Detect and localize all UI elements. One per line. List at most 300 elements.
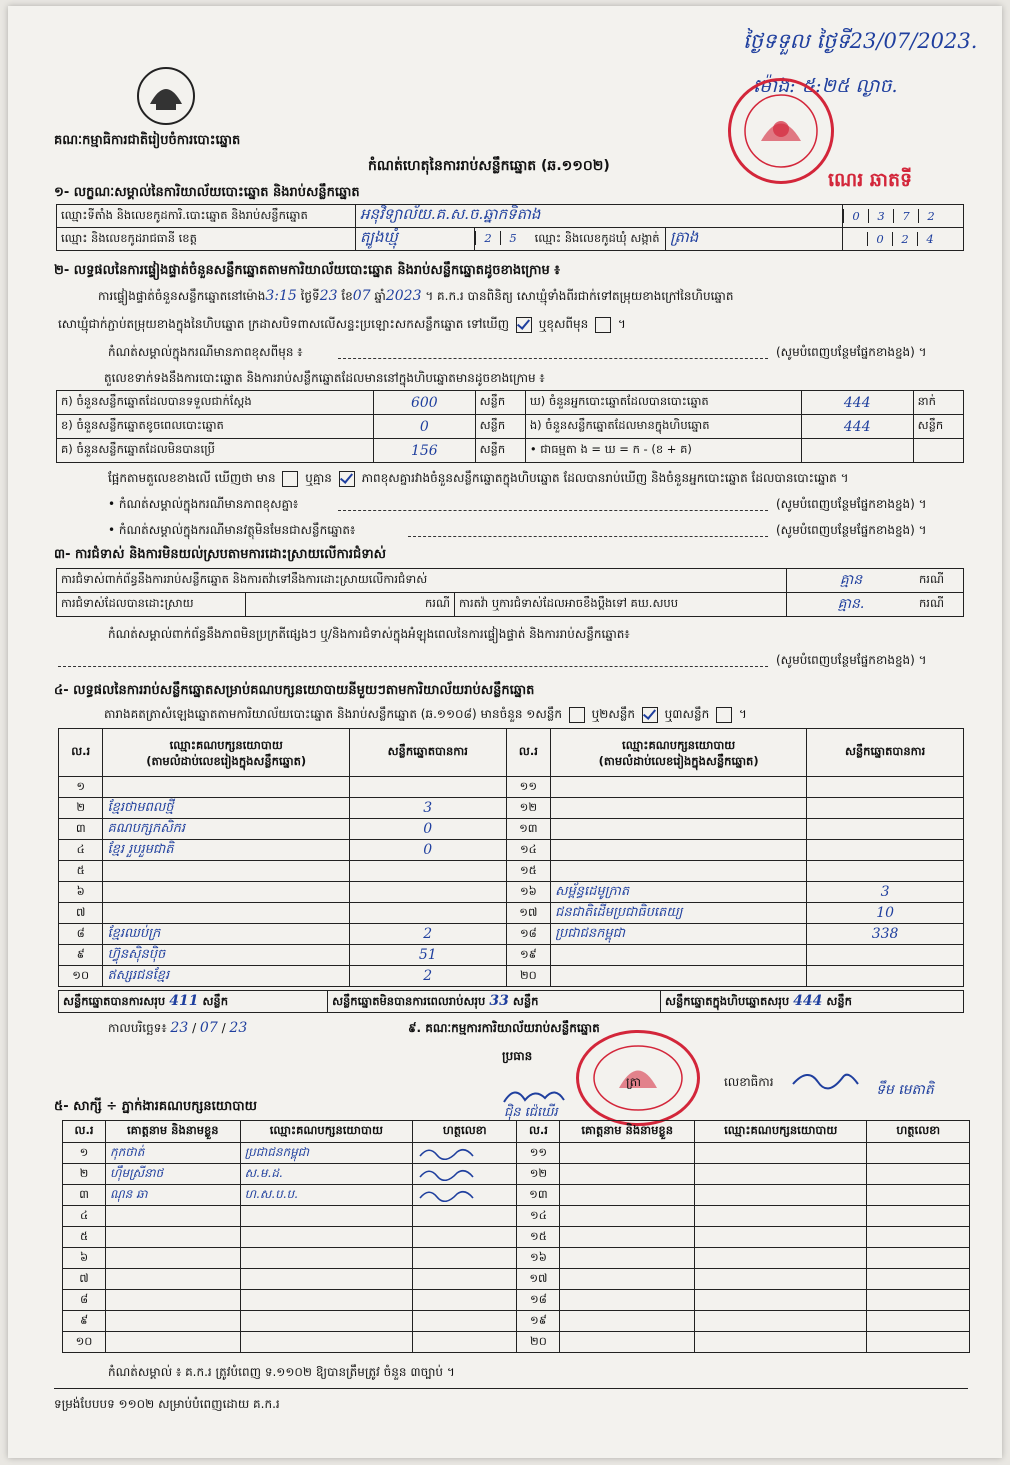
text: ឬគ្មាន	[305, 471, 332, 485]
stamp-name-label: ណេរ ឆាតទី	[828, 169, 913, 191]
witness-name	[106, 1290, 241, 1311]
col-party-title: ឈ្មោះគណបក្សនយោបាយ	[622, 737, 736, 752]
one-sheet-checkbox[interactable]	[569, 707, 585, 723]
code-digit: 0	[867, 232, 892, 246]
party-name	[551, 777, 807, 798]
province-label: ឈ្មោះ និងលេខកូដរាជធានី ខេត្ត	[57, 228, 356, 251]
party-votes: 3	[807, 882, 964, 903]
witness-party: ប្រជាជនកម្ពុជា	[240, 1143, 412, 1164]
party-votes	[807, 966, 964, 987]
col-party	[551, 729, 807, 777]
party-name: ជនជាតិដើមប្រជាធិបតេយ្យ	[551, 903, 807, 924]
total-box-label: សន្លឹកឆ្នោតក្នុងហិបឆ្នោតសរុប	[665, 993, 790, 1008]
figures-intro: តួលេខទាក់ទងនឹងការបោះឆ្នោត និងការរាប់សន្លឹកឆ្នោតដែលមាននៅក្នុងហិបឆ្នោតមានដូចខាងក្រោម ៖	[104, 371, 545, 385]
total-valid-value: 411	[169, 992, 199, 1009]
row-no: ១៥	[506, 861, 550, 882]
party-name	[551, 798, 807, 819]
different-checkbox[interactable]	[595, 317, 611, 333]
row-no: ១៨	[517, 1290, 560, 1311]
party-name: ឥស្សរជនខ្មែរ	[103, 966, 349, 987]
code-digit: 2	[475, 231, 500, 245]
party-votes	[807, 798, 964, 819]
figure-label: ខ) ចំនួនសន្លឹកឆ្នោតខូចពេលបោះឆ្នោត	[57, 415, 374, 439]
figure-unit: សន្លឹក	[913, 415, 963, 439]
table-row	[59, 861, 964, 882]
row-no: ១៣	[517, 1185, 560, 1206]
witness-party	[695, 1248, 867, 1269]
witness-signature	[413, 1269, 517, 1290]
nec-logo	[134, 64, 198, 128]
no-diff-checkbox[interactable]	[339, 471, 355, 487]
text: សោឃ្មុំជាក់ភ្ជាប់តម្រុយខាងក្នុងនៃហិបឆ្នោត ក្រដាសបិទពាសលើសន្ទះប្រឡោះសកសន្លឹកឆ្នោត ទៅឃើញ	[58, 317, 510, 331]
appeal-unit: ករណី	[915, 593, 964, 617]
witness-name	[560, 1290, 695, 1311]
witness-signature	[413, 1227, 517, 1248]
col-no: ល.រ	[63, 1121, 106, 1143]
party-votes	[807, 945, 964, 966]
bullet-diff: • កំណត់សម្គាល់ក្នុងករណីមានភាពខុសគ្នា៖	[108, 497, 299, 511]
table-row	[59, 945, 964, 966]
objection-table	[56, 568, 964, 617]
witness-signature	[867, 1143, 970, 1164]
province-value: ត្បូងឃ្មុំ	[356, 228, 475, 251]
row-no: ៧	[59, 903, 103, 924]
figure-row	[57, 391, 964, 415]
row-no: ៨	[63, 1290, 106, 1311]
col-no: ល.រ	[517, 1121, 560, 1143]
witness-name	[560, 1269, 695, 1290]
code-digit: 7	[893, 209, 918, 223]
witness-party	[695, 1143, 867, 1164]
verify-day: 23	[319, 288, 338, 304]
witness-name: កុកថាត់	[106, 1143, 241, 1164]
party-votes: 2	[349, 966, 506, 987]
row-no: ១៨	[506, 924, 550, 945]
total-invalid-value: 33	[489, 992, 509, 1009]
witness-party: ស.ម.ដ.	[240, 1164, 412, 1185]
committee-sign-label: ៩. គណៈកម្មការការិយាល័យរាប់សន្លឹកឆ្នោត	[408, 1021, 600, 1035]
party-name	[551, 861, 807, 882]
figure-value: 444	[801, 391, 913, 415]
row-no: ១២	[517, 1164, 560, 1185]
table-row	[63, 1269, 970, 1290]
total-invalid-label: សន្លឹកឆ្នោតមិនបានការពេលរាប់សរុប	[332, 993, 486, 1008]
party-name: ខ្មែរ រួបរួមជាតិ	[103, 840, 349, 861]
code-digit: 5	[500, 231, 525, 245]
row-no: ១៧	[517, 1269, 560, 1290]
location-value: អនុវិទ្យាល័យ.គ.ស.ច.ឆ្នាកទិតាង	[356, 205, 843, 228]
figure-unit: សន្លឹក	[475, 391, 525, 415]
witness-name	[560, 1164, 695, 1185]
witness-party: ហ.ស.ប.ប.	[240, 1185, 412, 1206]
witness-signature	[413, 1332, 517, 1353]
col-signature: ហត្ថលេខា	[867, 1121, 970, 1143]
witness-party	[240, 1227, 412, 1248]
row-no: ១៥	[517, 1227, 560, 1248]
secretary-name: ទឹម មេតាតិ	[876, 1082, 934, 1098]
party-name	[551, 819, 807, 840]
table-row	[63, 1206, 970, 1227]
row-no: ១២	[506, 798, 550, 819]
figure-unit: នាក់	[913, 391, 963, 415]
discrepancy-paragraph	[108, 470, 849, 488]
row-no: ៧	[63, 1269, 106, 1290]
same-checkbox[interactable]	[516, 317, 532, 333]
figures-table	[56, 390, 964, 463]
text: ឬខុសពីមុន	[538, 317, 589, 331]
total-valid	[59, 991, 328, 1013]
irregularity-tail: (សូមបំពេញបន្ថែមផ្នែកខាងខ្នង) ។	[776, 653, 927, 667]
party-votes	[807, 819, 964, 840]
row-no: ២	[59, 798, 103, 819]
row-no: ១១	[506, 777, 550, 798]
figure-label: ង) ចំនួនសន្លឹកឆ្នោតដែលមានក្នុងហិបឆ្នោត	[525, 415, 801, 439]
witness-table	[62, 1120, 970, 1353]
row-no: ១៣	[506, 819, 550, 840]
witness-signature	[867, 1311, 970, 1332]
unit: សន្លឹក	[826, 993, 852, 1008]
witness-signature	[867, 1164, 970, 1185]
col-party: ឈ្មោះគណបក្សនយោបាយ	[240, 1121, 412, 1143]
location-code	[843, 205, 964, 228]
table-row	[63, 1164, 970, 1185]
witness-party	[695, 1185, 867, 1206]
col-name: គោត្តនាម និងនាមខ្លួន	[106, 1121, 241, 1143]
figure-value: 600	[374, 391, 476, 415]
witness-name	[560, 1311, 695, 1332]
figure-unit: សន្លឹក	[475, 415, 525, 439]
table-row	[59, 966, 964, 987]
text: ថ្ងៃទី	[300, 289, 320, 303]
party-votes	[807, 840, 964, 861]
appeal-value: គ្មាន.	[787, 593, 916, 617]
resolved-label: ការជំទាស់ដែលបានដោះស្រាយ	[57, 593, 246, 617]
document-page	[8, 6, 1002, 1458]
witness-name	[106, 1227, 241, 1248]
witness-name	[560, 1332, 695, 1353]
date-label: កាលបរិច្ឆេទ៖	[108, 1021, 167, 1035]
bullet-diff-tail: (សូមបំពេញបន្ថែមផ្នែកខាងខ្នង) ។	[776, 497, 927, 511]
document-title: កំណត់ហេតុនៃការរាប់សន្លឹកឆ្នោត (ឆ.១១០២)	[368, 158, 610, 174]
witness-name	[106, 1248, 241, 1269]
col-party: ឈ្មោះគណបក្សនយោបាយ	[695, 1121, 867, 1143]
row-no: ១៩	[506, 945, 550, 966]
witness-name: ណុន ឆា	[106, 1185, 241, 1206]
secretary-label: លេខាធិការ	[724, 1075, 774, 1089]
text: ផ្អែកតាមតួលេខខាងលើ ឃើញថា មាន	[108, 471, 276, 485]
table-row	[59, 777, 964, 798]
party-name	[103, 903, 349, 924]
total-box-value: 444	[793, 992, 823, 1009]
row-no: ៣	[63, 1185, 106, 1206]
table-row	[63, 1248, 970, 1269]
row-no: ៨	[59, 924, 103, 945]
table-row	[59, 819, 964, 840]
row-no: ៦	[59, 882, 103, 903]
figure-unit	[913, 439, 963, 463]
col-signature: ហត្ថលេខា	[413, 1121, 517, 1143]
diff-note-label: កំណត់សម្គាល់ក្នុងករណីមានភាពខុសពីមុន ៖	[108, 345, 303, 359]
two-sheet-checkbox[interactable]	[642, 707, 658, 723]
party-name: ប្រជាជនកម្ពុជា	[551, 924, 807, 945]
table-row	[59, 882, 964, 903]
signature-scribble	[417, 1186, 477, 1202]
party-votes: 0	[349, 819, 506, 840]
party-votes	[349, 777, 506, 798]
commune-code	[843, 228, 964, 251]
commune-label: ឈ្មោះ និងលេខកូដឃុំ សង្កាត់	[534, 230, 660, 245]
witness-name	[106, 1269, 241, 1290]
party-votes	[807, 861, 964, 882]
witness-name	[106, 1311, 241, 1332]
table-row	[63, 1332, 970, 1353]
col-name: គោត្តនាម និងនាមខ្លួន	[560, 1121, 695, 1143]
verify-time: 3:15	[265, 288, 297, 304]
witness-name	[106, 1206, 241, 1227]
table-row	[63, 1143, 970, 1164]
party-votes	[807, 777, 964, 798]
row-no: ១	[59, 777, 103, 798]
party-name	[551, 840, 807, 861]
party-votes: 10	[807, 903, 964, 924]
unit: សន្លឹក	[512, 993, 539, 1008]
table-row	[59, 840, 964, 861]
witness-party	[240, 1269, 412, 1290]
unit: សន្លឹក	[202, 993, 229, 1008]
row-no: ២០	[506, 966, 550, 987]
objection-value: គ្មាន	[787, 569, 916, 593]
row-no: ៦	[63, 1248, 106, 1269]
col-party-title: ឈ្មោះគណបក្សនយោបាយ	[169, 737, 283, 752]
row-no: ២០	[517, 1332, 560, 1353]
witness-signature	[867, 1206, 970, 1227]
witness-signature	[413, 1206, 517, 1227]
verify-month: 07	[352, 288, 371, 304]
col-party-sub: (តាមលំដាប់លេខរៀងក្នុងសន្លឹកឆ្នោត)	[598, 753, 759, 768]
section1-heading: ១- លក្ខណៈសម្គាល់នៃការិយាល័យបោះឆ្នោត និងរាប់សន្លឹកឆ្នោត	[54, 185, 360, 200]
witness-name	[560, 1248, 695, 1269]
witness-signature	[413, 1248, 517, 1269]
party-votes: 51	[349, 945, 506, 966]
party-votes: 3	[349, 798, 506, 819]
col-no: ល.រ	[506, 729, 550, 777]
witness-name: ហ៊ឹមស្រីនាថ	[106, 1164, 241, 1185]
row-no: ៣	[59, 819, 103, 840]
text: ភាពខុសគ្នារវាងចំនួនសន្លឹកឆ្នោតក្នុងហិបឆ្នោត ដែលបានរាប់ឃើញ និងចំនួនអ្នកបោះឆ្នោត ដែលបានបោះឆ្នោត ។	[361, 471, 849, 485]
party-votes: 2	[349, 924, 506, 945]
witness-name	[560, 1185, 695, 1206]
section3-heading: ៣- ការជំទាស់ និងការមិនយល់ស្របតាមការដោះស្រាយលើការជំទាស់	[54, 547, 386, 562]
objection-unit: ករណី	[915, 569, 964, 593]
row-no: ៥	[59, 861, 103, 882]
row-no: ៩	[59, 945, 103, 966]
nec-emblem-icon	[134, 64, 198, 128]
seal-label: ត្រា	[626, 1075, 641, 1089]
party-votes	[349, 903, 506, 924]
text: ឬ២សន្លឹក	[591, 707, 636, 721]
verify-year: 2023	[385, 288, 422, 304]
party-name: ខ្មែរឈប់ក្រ	[103, 924, 349, 945]
text: ឬ៣សន្លឹក	[664, 707, 710, 721]
figure-label: គ) ចំនួនសន្លឹកឆ្នោតដែលមិនបានប្រើ	[57, 439, 374, 463]
location-table	[56, 204, 964, 251]
signature-scribble	[417, 1165, 477, 1181]
official-seal-top	[728, 78, 834, 184]
section4-heading: ៤- លទ្ធផលនៃការរាប់សន្លឹកឆ្នោតសម្រាប់គណបក្សនយោបាយនីមួយៗតាមការិយាល័យរាប់សន្លឹកឆ្នោត	[54, 683, 535, 698]
row-no: ១	[63, 1143, 106, 1164]
party-name	[103, 882, 349, 903]
witness-signature	[413, 1311, 517, 1332]
received-time-note: ម៉ោង: ៥:២៥ ល្ងាច.	[753, 75, 898, 97]
col-votes: សន្លឹកឆ្នោតបានការ	[807, 729, 964, 777]
witness-party	[240, 1332, 412, 1353]
seal-emblem-icon	[731, 81, 831, 181]
party-votes: 338	[807, 924, 964, 945]
party-name: ខ្មែរថាមពលថ្មី	[103, 798, 349, 819]
section2-heading: ២- លទ្ធផលនៃការផ្ទៀងផ្ទាត់ចំនួនសន្លឹកឆ្នោតតាមការិយាល័យបោះឆ្នោត និងរាប់សន្លឹកឆ្នោតដូចខាងក្រោម ៖	[54, 263, 560, 278]
col-no: ល.រ	[59, 729, 103, 777]
row-no: ២	[63, 1164, 106, 1185]
secretary-signature	[788, 1062, 868, 1092]
row-no: ១៦	[517, 1248, 560, 1269]
section5-heading: ៥- សាក្សី ÷ ភ្នាក់ងារគណបក្សនយោបាយ	[54, 1099, 257, 1114]
party-name: គណបក្សកសិករ	[103, 819, 349, 840]
row-no: ១០	[63, 1332, 106, 1353]
witness-signature	[867, 1185, 970, 1206]
table-row	[63, 1290, 970, 1311]
row-no: ១៤	[517, 1206, 560, 1227]
form-footer: ទម្រង់បែបបទ ១១០២ សម្រាប់បំពេញដោយ គ.ក.រ	[54, 1397, 280, 1411]
witness-party	[240, 1311, 412, 1332]
date-year: 23	[229, 1020, 248, 1036]
code-digit: 2	[918, 209, 943, 223]
province-code-cell	[475, 228, 666, 251]
irregularity-note: កំណត់សម្គាល់ពាក់ព័ន្ធនឹងភាពមិនប្រក្រតីផ្សេងៗ ឬ/និងការជំទាស់ក្នុងអំឡុងពេលនៃការផ្ទៀងផ្ទាត់ និងការរាប់សន្លឹកឆ្នោត៖	[108, 627, 630, 641]
code-digit: 3	[868, 209, 893, 223]
date-day: 23	[170, 1020, 189, 1036]
location-label: ឈ្មោះទីតាំង និងលេខកូដការិ.បោះឆ្នោត និងរាប់សន្លឹកឆ្នោត	[57, 205, 356, 228]
witness-party	[695, 1227, 867, 1248]
witness-name	[560, 1143, 695, 1164]
date-month: 07	[199, 1020, 218, 1036]
table-row	[63, 1227, 970, 1248]
party-votes	[349, 861, 506, 882]
witness-party	[240, 1248, 412, 1269]
resolved-unit: ករណី	[246, 593, 455, 617]
sheet-count-paragraph: តារាងគតត្រាសំឡេងឆ្នោតតាមការិយាល័យបោះឆ្នោត និងរាប់សន្លឹកឆ្នោត (ឆ.១១០៨) មានចំនួន ១សន្លឹក ឬ២សន្លឹក ឬ៣សន្លឹក ។	[104, 707, 747, 721]
witness-name	[560, 1206, 695, 1227]
party-name: ហ៊្វុនស៊ិនប៉ិច	[103, 945, 349, 966]
witness-party	[240, 1290, 412, 1311]
witness-party	[240, 1206, 412, 1227]
figure-label: • ជាធម្មតា ង = ឃ = ក - (ខ + គ)	[525, 439, 801, 463]
witness-signature	[867, 1290, 970, 1311]
witness-signature	[413, 1185, 517, 1206]
text: ។ គ.ក.រ បានពិនិត្យ សោឃ្មុំទាំងពីរជាក់ទៅតម្រុយខាងក្រៅនៃហិបឆ្នោត	[425, 289, 734, 303]
figure-label: ក) ចំនួនសន្លឹកឆ្នោតដែលបានទទួលជាក់ស្តែង	[57, 391, 374, 415]
witness-signature	[867, 1227, 970, 1248]
col-votes: សន្លឹកឆ្នោតបានការ	[349, 729, 506, 777]
objection-label: ការជំទាស់ពាក់ព័ន្ធនឹងការរាប់សន្លឹកឆ្នោត និងការតវ៉ាទៅនឹងការដោះស្រាយលើការជំទាស់	[57, 569, 787, 593]
table-row	[63, 1185, 970, 1206]
party-votes	[349, 882, 506, 903]
party-name	[103, 861, 349, 882]
figure-label: ឃ) ចំនួនអ្នកបោះឆ្នោតដែលបានបោះឆ្នោត	[525, 391, 801, 415]
seal-check-paragraph: សោឃ្មុំជាក់ភ្ជាប់តម្រុយខាងក្នុងនៃហិបឆ្នោត ក្រដាសបិទពាសលើសន្ទះប្រឡោះសកសន្លឹកឆ្នោត ទៅឃើញ ឬខុសពីមុន ។	[58, 317, 626, 331]
table-row	[59, 798, 964, 819]
row-no: ១៩	[517, 1311, 560, 1332]
row-no: ៤	[63, 1206, 106, 1227]
witness-party	[695, 1269, 867, 1290]
witness-party	[695, 1206, 867, 1227]
committee-name: គណៈកម្មាធិការជាតិរៀបចំការបោះឆ្នោត	[54, 133, 241, 148]
row-no: ៤	[59, 840, 103, 861]
chair-name: ជ៉ិន ជ៉េឃើរ	[504, 1105, 558, 1120]
date-line: កាលបរិច្ឆេទ៖ 23 / 07 / 23	[108, 1020, 248, 1036]
total-box	[661, 991, 964, 1013]
witness-name	[560, 1227, 695, 1248]
party-name	[551, 966, 807, 987]
received-date-note: ថ្ងៃទទួល ថ្ងៃទី23/07/2023.	[743, 29, 978, 53]
party-votes: 0	[349, 840, 506, 861]
col-party	[103, 729, 349, 777]
row-no: ១១	[517, 1143, 560, 1164]
copies-note: កំណត់សម្គាល់ ៖ គ.ក.រ ត្រូវបំពេញ ទ.១១០២ ឱ្យបានត្រឹមត្រូវ ចំនួន ៣ច្បាប់ ។	[108, 1365, 455, 1379]
row-no: ១៤	[506, 840, 550, 861]
appeal-label: ការតវ៉ា ឬការជំទាស់ដែលអាចខឹងប្តឹងទៅ គឃ.សបប	[455, 593, 787, 617]
witness-party	[695, 1332, 867, 1353]
witness-signature	[413, 1164, 517, 1185]
three-sheet-checkbox[interactable]	[716, 707, 732, 723]
figure-row	[57, 415, 964, 439]
signature-scribble	[417, 1144, 477, 1160]
row-no: ១៧	[506, 903, 550, 924]
witness-signature	[413, 1290, 517, 1311]
chair-label: ប្រធាន	[502, 1049, 533, 1063]
witness-party	[695, 1311, 867, 1332]
witness-signature	[867, 1269, 970, 1290]
witness-party	[695, 1290, 867, 1311]
row-no: ១០	[59, 966, 103, 987]
witness-signature	[867, 1332, 970, 1353]
party-name: សម្ព័ន្ធដេមូក្រាត	[551, 882, 807, 903]
witness-name	[106, 1332, 241, 1353]
text: ខែ	[341, 289, 353, 303]
totals-table	[58, 990, 964, 1013]
row-no: ៥	[63, 1227, 106, 1248]
witness-signature	[413, 1143, 517, 1164]
total-valid-label: សន្លឹកឆ្នោតបានការសរុប	[63, 993, 166, 1008]
text: តារាងគតត្រាសំឡេងឆ្នោតតាមការិយាល័យបោះឆ្នោត និងរាប់សន្លឹកឆ្នោត (ឆ.១១០៨) មានចំនួន ១សន្លឹក	[104, 707, 562, 721]
has-diff-checkbox[interactable]	[282, 471, 298, 487]
row-no: ១៦	[506, 882, 550, 903]
witness-party	[695, 1164, 867, 1185]
figure-unit: សន្លឹក	[475, 439, 525, 463]
figure-value: 0	[374, 415, 476, 439]
bullet-object: • កំណត់សម្គាល់ក្នុងករណីមានវត្ថុមិនមែនជាសន្លឹកឆ្នោត៖	[108, 523, 356, 537]
party-name	[551, 945, 807, 966]
text: ឆ្នាំ	[374, 289, 386, 303]
code-digit: 2	[892, 232, 917, 246]
table-row	[59, 903, 964, 924]
commune-value: ត្រាង	[666, 228, 843, 251]
results-table	[58, 728, 964, 987]
figure-row	[57, 439, 964, 463]
total-invalid	[328, 991, 661, 1013]
figure-value: 156	[374, 439, 476, 463]
witness-signature	[867, 1248, 970, 1269]
col-party-sub: (តាមលំដាប់លេខរៀងក្នុងសន្លឹកឆ្នោត)	[146, 753, 307, 768]
